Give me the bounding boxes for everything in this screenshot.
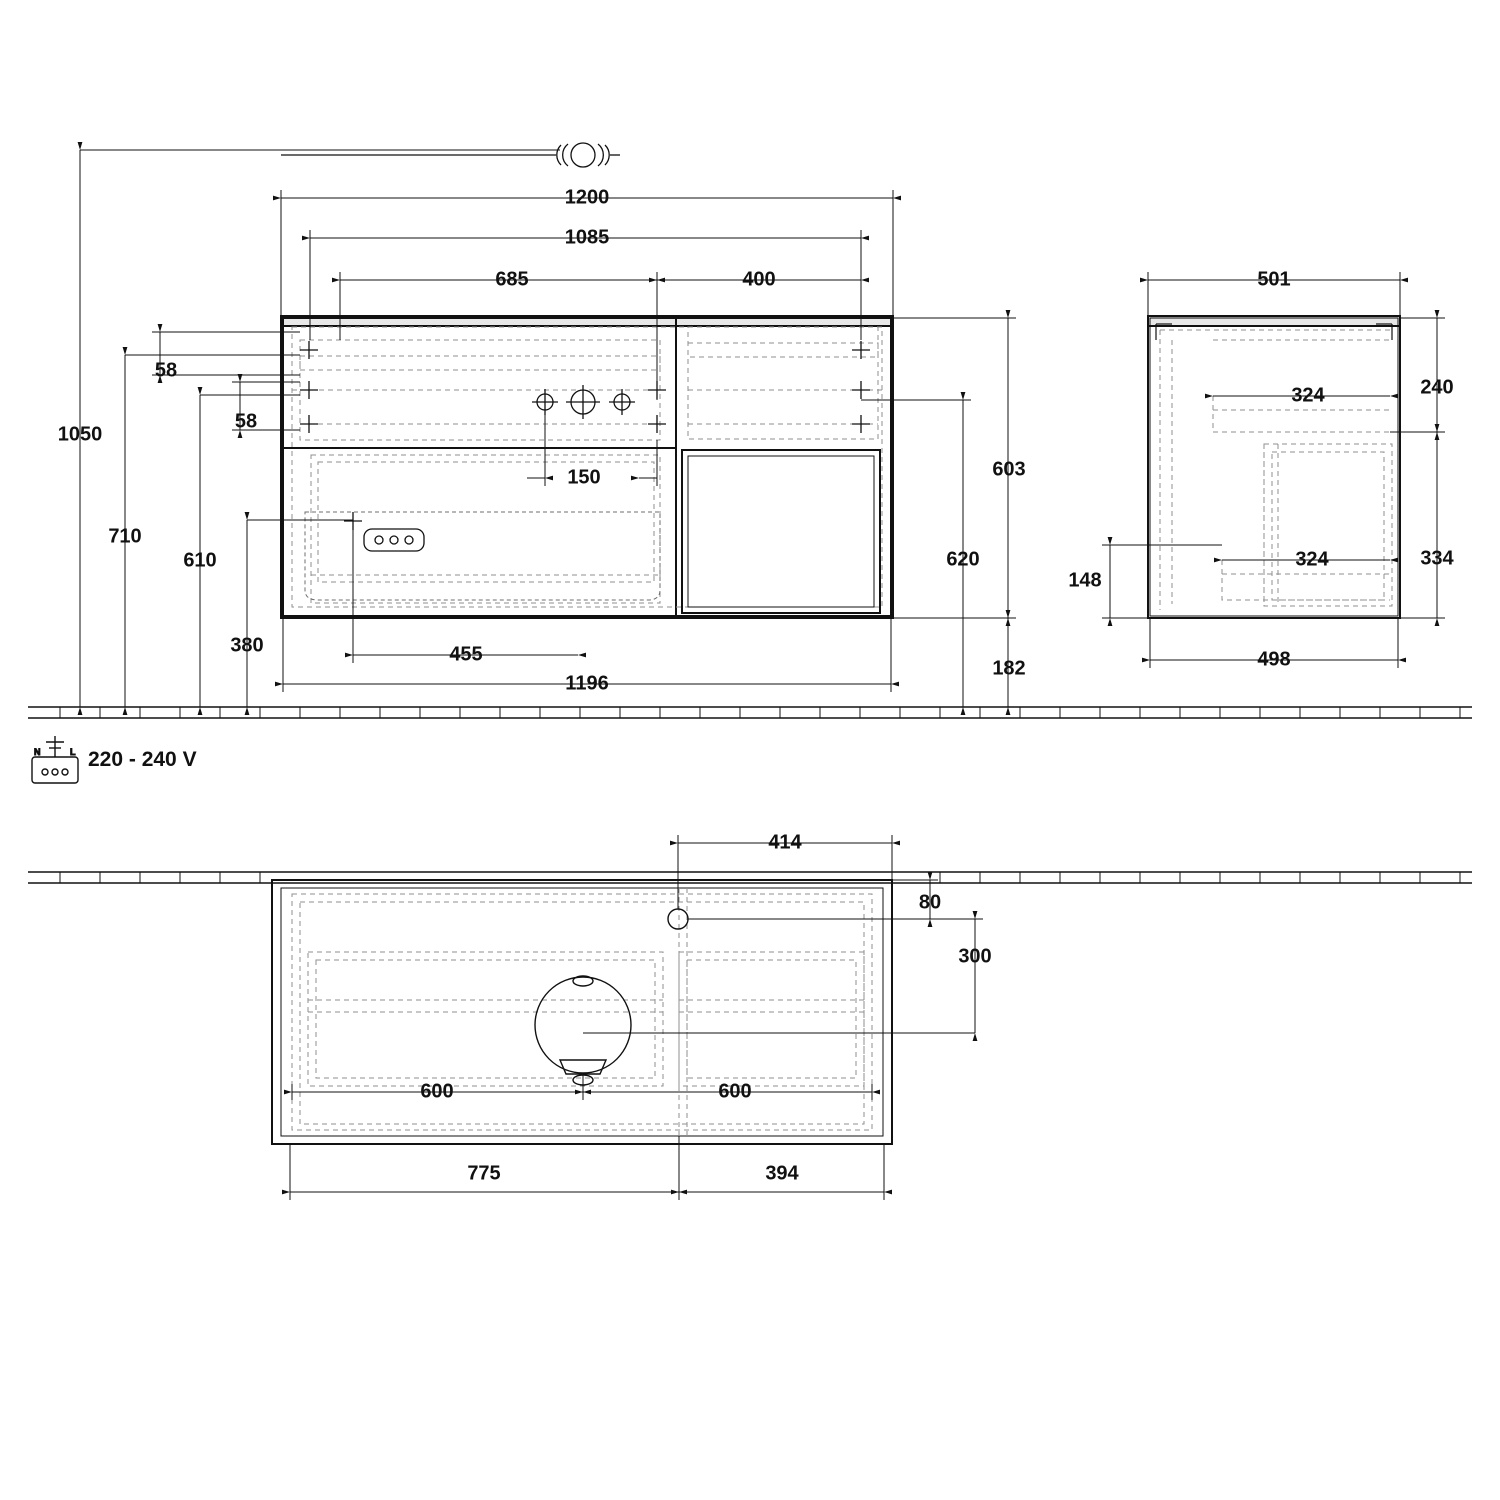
top-view-tap-hole [668, 909, 688, 929]
dim-685: 685 [495, 268, 529, 291]
dim-710: 710 [108, 525, 142, 548]
front-vertical-dimension-lines-right [861, 318, 1016, 707]
dim-600-left: 600 [420, 1080, 454, 1103]
top-view-basin [535, 976, 631, 1085]
front-basin-outline [305, 512, 660, 600]
dim-324-bottom: 324 [1295, 548, 1329, 571]
dim-380: 380 [230, 634, 264, 657]
top-view-dimension-lines [290, 835, 983, 1200]
dim-414: 414 [768, 831, 802, 854]
floor-hatch-top [60, 707, 1460, 718]
dim-498: 498 [1257, 648, 1291, 671]
power-n-label: N [34, 747, 41, 757]
dim-400: 400 [742, 268, 776, 291]
dim-600-right: 600 [718, 1080, 752, 1103]
dim-324-top: 324 [1291, 384, 1325, 407]
front-vertical-dimension-lines [80, 150, 560, 707]
dim-300: 300 [958, 945, 992, 968]
front-open-compartment [682, 450, 880, 613]
side-hidden-lines [1160, 330, 1392, 610]
dim-603: 603 [992, 458, 1026, 481]
dim-455: 455 [449, 643, 483, 666]
dim-1200: 1200 [564, 186, 610, 209]
dim-182: 182 [992, 657, 1026, 680]
dim-58-upper: 58 [154, 359, 178, 382]
dim-1196: 1196 [565, 672, 609, 695]
dim-58-lower: 58 [234, 410, 258, 433]
voltage-label: 220 - 240 V [88, 748, 197, 771]
dimension-labels [58, 186, 1455, 1184]
top-hidden-lines [292, 888, 872, 1136]
top-view-floor-line [28, 872, 1472, 883]
overhead-drain-symbol [281, 143, 620, 167]
dim-610: 610 [183, 549, 217, 572]
power-socket-icon [32, 736, 78, 783]
front-mounting-crosses [300, 341, 870, 530]
dim-148: 148 [1068, 569, 1102, 592]
dim-394: 394 [765, 1162, 799, 1185]
dim-240: 240 [1420, 376, 1454, 399]
dim-1050: 1050 [57, 423, 103, 446]
side-elevation-cabinet [1148, 316, 1400, 618]
power-l-label: L [70, 747, 76, 757]
front-socket-detail [364, 529, 424, 551]
dim-150: 150 [567, 466, 601, 489]
side-dimension-lines [1102, 272, 1445, 671]
dim-1085: 1085 [564, 226, 610, 249]
floor-line-top [28, 707, 1472, 718]
dim-501: 501 [1257, 268, 1291, 291]
dim-334: 334 [1420, 547, 1454, 570]
floor-hatch-bottom [60, 872, 1460, 883]
dim-775: 775 [467, 1162, 501, 1185]
dim-80: 80 [918, 891, 942, 914]
dim-620: 620 [946, 548, 980, 571]
